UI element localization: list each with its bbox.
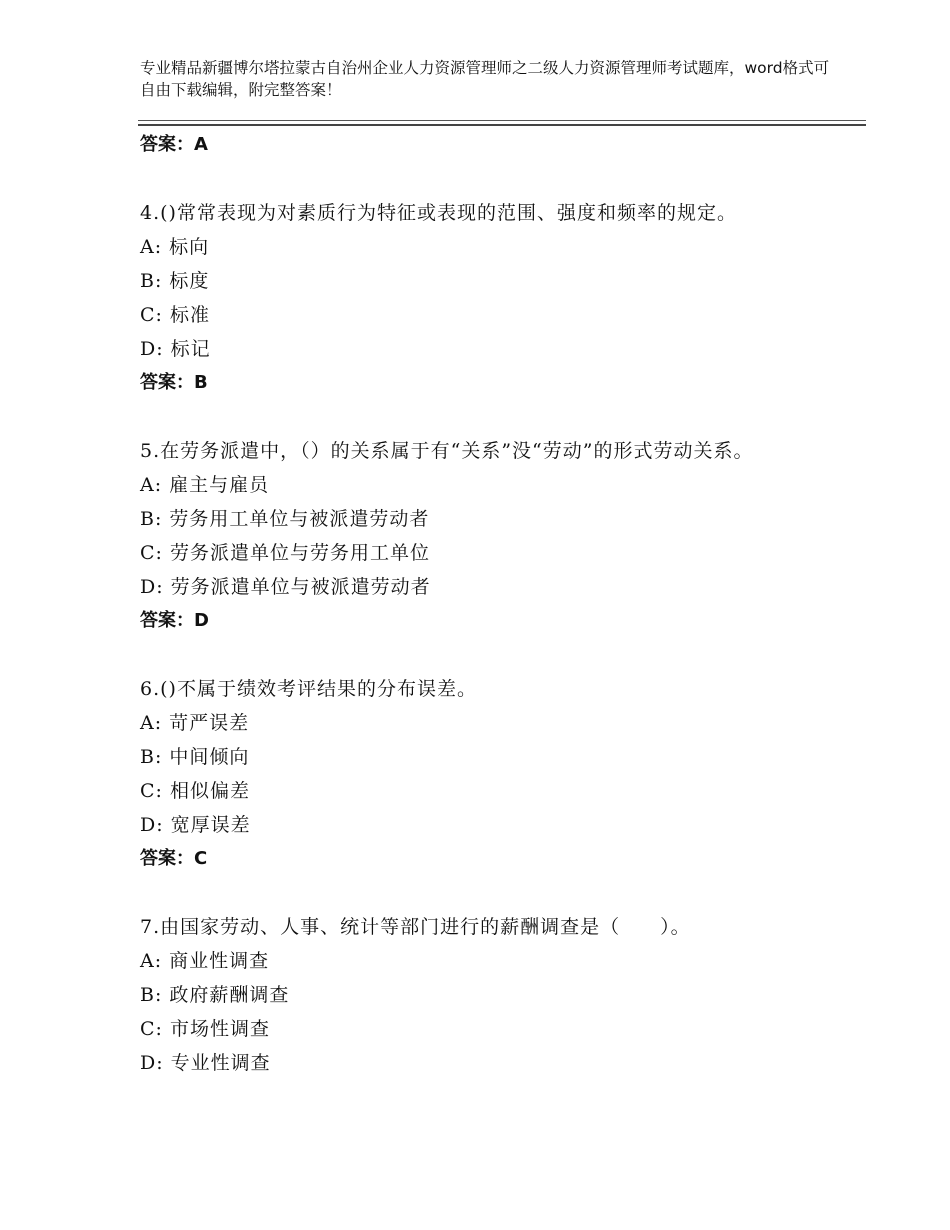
question-text: 4.()常常表现为对素质行为特征或表现的范围、强度和频率的规定。 — [140, 202, 737, 224]
option-c: C: 市场性调查 — [140, 1018, 270, 1040]
option-d: D: 专业性调查 — [140, 1052, 271, 1074]
option-c: C: 劳务派遣单位与劳务用工单位 — [140, 542, 430, 564]
option-b: B: 中间倾向 — [140, 746, 250, 768]
question-block — [140, 196, 860, 400]
option-b: B: 政府薪酬调查 — [140, 984, 290, 1006]
question-block — [140, 910, 860, 1080]
option-a: A: 标向 — [140, 236, 210, 258]
option-c: C: 相似偏差 — [140, 780, 250, 802]
question-block — [140, 672, 860, 876]
option-a: A: 商业性调查 — [140, 950, 270, 972]
document-header: 专业精品新疆博尔塔拉蒙古自治州企业人力资源管理师之二级人力资源管理师考试题库，word格式可自由下载编辑，附完整答案！ — [140, 59, 830, 99]
answer-line: 答案：C — [140, 848, 208, 869]
question-text: 5.在劳务派遣中，（）的关系属于有“关系”没“劳动”的形式劳动关系。 — [140, 440, 754, 462]
option-d: D: 劳务派遣单位与被派遣劳动者 — [140, 576, 431, 598]
header-rule-thick — [138, 124, 866, 126]
option-d: D: 标记 — [140, 338, 211, 360]
option-a: A: 雇主与雇员 — [140, 474, 270, 496]
option-d: D: 宽厚误差 — [140, 814, 251, 836]
answer-line: 答案：D — [140, 610, 209, 631]
answer-line: 答案：B — [140, 372, 208, 393]
option-c: C: 标准 — [140, 304, 210, 326]
option-b: B: 标度 — [140, 270, 210, 292]
header-rule-thin — [138, 120, 866, 121]
document-body — [140, 128, 860, 1080]
answer-line: 答案：A — [140, 134, 208, 155]
question-block — [140, 434, 860, 638]
question-text: 6.()不属于绩效考评结果的分布误差。 — [140, 678, 477, 700]
option-b: B: 劳务用工单位与被派遣劳动者 — [140, 508, 430, 530]
option-a: A: 苛严误差 — [140, 712, 250, 734]
question-text: 7.由国家劳动、人事、统计等部门进行的薪酬调查是（ ）。 — [140, 916, 691, 938]
